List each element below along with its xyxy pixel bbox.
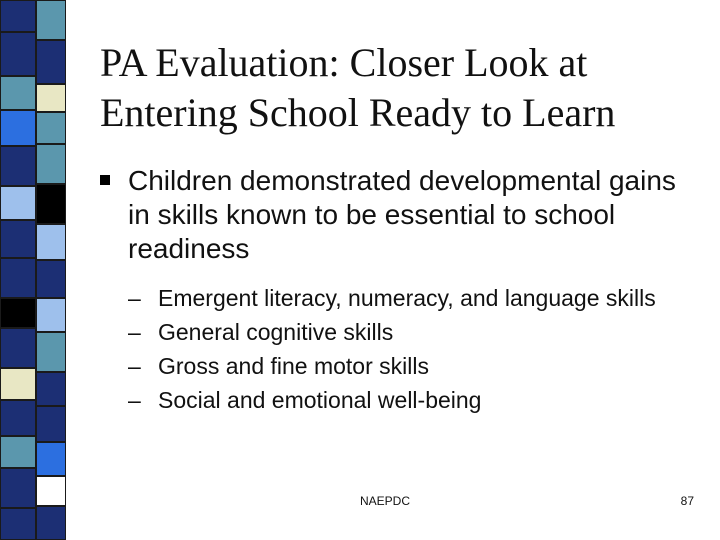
- decor-block: [0, 32, 36, 76]
- square-bullet-icon: [100, 175, 110, 185]
- decor-block: [0, 220, 36, 258]
- decor-block: [0, 400, 36, 436]
- sub-bullet-text: Social and emotional well-being: [158, 387, 482, 413]
- dash-bullet-icon: –: [128, 353, 141, 379]
- decor-block: [36, 506, 66, 540]
- decor-block: [36, 112, 66, 144]
- decorative-block-strip: [0, 0, 72, 540]
- decor-block: [0, 146, 36, 186]
- main-bullet-text: Children demonstrated developmental gains in skills known to be essential to school readiness: [128, 165, 676, 264]
- decor-block: [0, 298, 36, 328]
- dash-bullet-icon: –: [128, 285, 141, 311]
- decor-block: [36, 260, 66, 298]
- decor-block: [0, 508, 36, 540]
- decor-block: [0, 186, 36, 220]
- sub-bullet-text: General cognitive skills: [158, 319, 394, 345]
- sub-bullet-item: [128, 284, 708, 312]
- decor-block: [0, 0, 36, 32]
- decor-block: [0, 110, 36, 146]
- decor-block: [0, 468, 36, 508]
- decor-block: [0, 76, 36, 110]
- decor-block: [36, 442, 66, 476]
- slide-title: PA Evaluation: Closer Look at Entering School Ready to Learn: [100, 40, 616, 135]
- sub-bullet-item: [128, 352, 708, 380]
- decor-block: [36, 406, 66, 442]
- decor-block: [0, 258, 36, 298]
- sub-bullet-text: Emergent literacy, numeracy, and language skills: [158, 285, 656, 311]
- footer-page-number: 87: [680, 494, 694, 508]
- decor-block: [36, 298, 66, 332]
- decor-block: [36, 372, 66, 406]
- dash-bullet-icon: –: [128, 319, 141, 345]
- sub-bullet-list: [128, 284, 708, 420]
- decor-block: [36, 224, 66, 260]
- sub-bullet-item: [128, 318, 708, 346]
- decor-block: [36, 144, 66, 184]
- decor-block: [36, 0, 66, 40]
- decor-block: [0, 436, 36, 468]
- decor-block: [0, 368, 36, 400]
- decor-block: [36, 184, 66, 224]
- decor-block: [0, 328, 36, 368]
- decor-block: [36, 332, 66, 372]
- sub-bullet-text: Gross and fine motor skills: [158, 353, 429, 379]
- footer-organization: NAEPDC: [359, 494, 410, 508]
- sub-bullet-item: [128, 386, 708, 414]
- dash-bullet-icon: –: [128, 387, 141, 413]
- decor-block: [36, 40, 66, 84]
- decor-block: [36, 84, 66, 112]
- decor-block: [36, 476, 66, 506]
